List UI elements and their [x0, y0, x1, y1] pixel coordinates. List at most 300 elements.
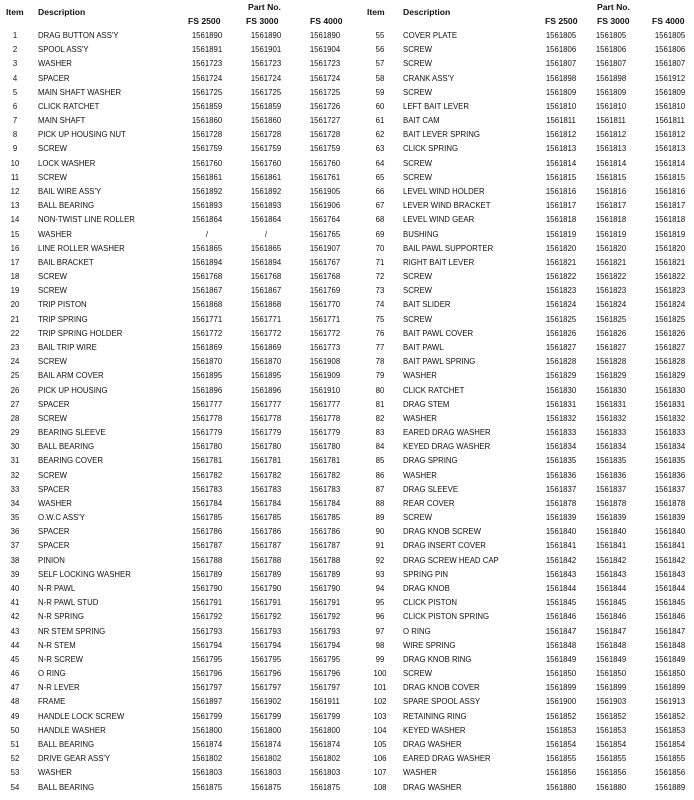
- part-no-fs3000: 1561849: [595, 654, 627, 664]
- part-description: DRAG WASHER: [403, 782, 462, 792]
- part-no-fs4000: 1561802: [309, 754, 341, 764]
- part-no-fs4000: 1561823: [654, 286, 686, 296]
- part-no-fs2500: 1561825: [545, 314, 577, 324]
- table-row: [0, 57, 347, 71]
- part-description: SPACER: [38, 541, 70, 551]
- item-number: 44: [10, 640, 20, 650]
- table-row: [347, 681, 694, 695]
- item-number: 52: [10, 754, 20, 764]
- part-no-fs3000: 1561780: [250, 442, 282, 452]
- table-row: [0, 313, 347, 327]
- part-description: N-R SCREW: [38, 654, 84, 664]
- part-no-fs2500: 1561900: [545, 697, 577, 707]
- item-number: 87: [375, 484, 385, 494]
- part-no-fs3000: 1561723: [250, 59, 282, 69]
- item-number: 107: [373, 768, 387, 778]
- item-number: 7: [12, 116, 18, 126]
- part-no-fs4000: 1561771: [309, 314, 341, 324]
- table-row: [0, 256, 347, 270]
- part-no-fs3000: 1561724: [250, 73, 282, 83]
- part-no-fs4000: 1561833: [654, 428, 686, 438]
- item-number: 95: [375, 598, 385, 608]
- item-number: 39: [10, 569, 20, 579]
- part-no-fs2500: 1561826: [545, 328, 577, 338]
- part-no-fs4000: 1561905: [309, 186, 341, 196]
- part-no-fs4000: 1561810: [654, 101, 686, 111]
- part-no-fs3000: 1561785: [250, 513, 282, 523]
- table-row: [0, 242, 347, 256]
- item-number: 11: [10, 172, 20, 182]
- part-no-fs3000: 1561787: [250, 541, 282, 551]
- item-number: 50: [10, 725, 20, 735]
- part-no-fs2500: 1561815: [545, 172, 577, 182]
- part-no-fs4000: 1561759: [309, 144, 341, 154]
- part-no-fs3000: 1561813: [595, 144, 627, 154]
- table-row: [0, 483, 347, 497]
- part-description: HANDLE LOCK SCREW: [38, 711, 125, 721]
- part-no-fs3000: 1561788: [250, 555, 282, 565]
- header-fs3000: FS 3000: [246, 16, 279, 26]
- part-no-fs2500: 1561832: [545, 413, 577, 423]
- part-no-fs3000: 1561880: [595, 782, 627, 792]
- part-description: FRAME: [38, 697, 66, 707]
- table-row: [347, 327, 694, 341]
- item-number: 85: [375, 456, 385, 466]
- table-row: [0, 710, 347, 724]
- part-no-fs2500: 1561895: [191, 371, 223, 381]
- part-no-fs3000: 1561728: [250, 130, 282, 140]
- part-description: BAIT CAM: [403, 116, 440, 126]
- part-no-fs3000: 1561789: [250, 569, 282, 579]
- part-no-fs3000: 1561843: [595, 569, 627, 579]
- item-number: 69: [375, 229, 385, 239]
- part-no-fs2500: 1561778: [191, 413, 223, 423]
- part-no-fs4000: 1561813: [654, 144, 686, 154]
- part-description: SCREW: [38, 144, 68, 154]
- part-no-fs2500: 1561846: [545, 612, 577, 622]
- item-number: 27: [10, 399, 20, 409]
- part-description: LEVEL WIND GEAR: [403, 215, 475, 225]
- part-no-fs3000: 1561783: [250, 484, 282, 494]
- part-no-fs2500: 1561809: [545, 87, 577, 97]
- item-number: 9: [12, 144, 18, 154]
- part-no-fs4000: 1561816: [654, 186, 686, 196]
- item-number: 100: [373, 669, 387, 679]
- part-no-fs2500: 1561786: [191, 527, 223, 537]
- item-number: 60: [375, 101, 385, 111]
- part-no-fs4000: 1561822: [654, 272, 686, 282]
- part-description: HANDLE WASHER: [38, 725, 106, 735]
- part-description: SCREW: [403, 45, 433, 55]
- item-number: 72: [375, 272, 385, 282]
- part-no-fs3000: 1561859: [250, 101, 282, 111]
- table-header-right: [347, 0, 694, 28]
- table-row: [347, 313, 694, 327]
- part-no-fs2500: 1561810: [545, 101, 577, 111]
- part-no-fs2500: 1561795: [191, 654, 223, 664]
- part-no-fs2500: 1561854: [545, 740, 577, 749]
- item-number: 13: [10, 201, 20, 211]
- table-row: [347, 412, 694, 426]
- table-row: [347, 213, 694, 227]
- part-no-fs2500: 1561759: [191, 144, 223, 154]
- part-no-fs4000: 1561824: [654, 300, 686, 310]
- part-description: BUSHING: [403, 229, 439, 239]
- part-description: SCREW: [38, 413, 68, 423]
- part-no-fs2500: 1561827: [545, 342, 577, 352]
- table-row: [0, 667, 347, 681]
- part-no-fs2500: 1561893: [191, 201, 223, 211]
- item-number: 67: [375, 201, 385, 211]
- part-no-fs4000: 1561788: [309, 555, 341, 565]
- item-number: 2: [12, 45, 18, 55]
- part-no-fs3000: 1561805: [595, 31, 627, 40]
- table-row: [347, 284, 694, 298]
- table-row: [0, 298, 347, 312]
- table-row: [347, 298, 694, 312]
- item-number: 57: [375, 59, 385, 69]
- part-no-fs2500: 1561855: [545, 754, 577, 764]
- table-row: [347, 525, 694, 539]
- part-no-fs4000: 1561850: [654, 669, 686, 679]
- table-row: [347, 426, 694, 440]
- part-no-fs2500: 1561844: [545, 584, 577, 594]
- item-number: 53: [10, 768, 20, 778]
- part-no-fs3000: 1561831: [595, 399, 627, 409]
- header-description: Description: [403, 7, 451, 17]
- part-no-fs2500: 1561783: [191, 484, 223, 494]
- part-description: RETAINING RING: [403, 711, 467, 721]
- part-no-fs2500: 1561816: [545, 186, 577, 196]
- part-no-fs3000: 1561814: [595, 158, 627, 168]
- part-no-fs2500: 1561835: [545, 456, 577, 466]
- part-no-fs2500: 1561864: [191, 215, 223, 225]
- item-number: 42: [10, 612, 20, 622]
- part-no-fs4000: 1561785: [309, 513, 341, 523]
- part-description: SCREW: [38, 172, 68, 182]
- part-no-fs4000: 1561786: [309, 527, 341, 537]
- table-row: [0, 653, 347, 667]
- part-no-fs2500: 1561797: [191, 683, 223, 693]
- item-number: 23: [10, 342, 20, 352]
- part-no-fs2500: 1561845: [545, 598, 577, 608]
- part-description: SCREW: [403, 513, 433, 523]
- table-row: [347, 752, 694, 766]
- parts-table-right: [347, 0, 694, 800]
- part-no-fs2500: 1561768: [191, 272, 223, 282]
- part-no-fs2500: /: [205, 229, 209, 239]
- part-no-fs4000: 1561818: [654, 215, 686, 225]
- part-description: DRAG KNOB COVER: [403, 683, 480, 693]
- table-row: [0, 582, 347, 596]
- part-description: SPACER: [38, 73, 70, 83]
- part-no-fs2500: 1561837: [545, 484, 577, 494]
- part-no-fs4000: 1561835: [654, 456, 686, 466]
- item-number: 12: [10, 186, 20, 196]
- item-number: 102: [373, 697, 387, 707]
- part-description: BAIL BRACKET: [38, 257, 94, 267]
- item-number: 30: [10, 442, 20, 452]
- part-no-fs2500: 1561831: [545, 399, 577, 409]
- part-no-fs2500: 1561892: [191, 186, 223, 196]
- part-description: BALL BEARING: [38, 740, 95, 749]
- item-number: 63: [375, 144, 385, 154]
- item-number: 31: [10, 456, 20, 466]
- part-description: N-R SPRING: [38, 612, 84, 622]
- part-description: BAIT SLIDER: [403, 300, 451, 310]
- table-row: [0, 228, 347, 242]
- part-no-fs2500: 1561803: [191, 768, 223, 778]
- item-number: 61: [375, 116, 385, 126]
- part-no-fs2500: 1561794: [191, 640, 223, 650]
- part-description: DRAG BUTTON ASS'Y: [38, 31, 119, 40]
- part-no-fs3000: 1561725: [250, 87, 282, 97]
- part-description: CLICK RATCHET: [38, 101, 100, 111]
- part-no-fs2500: 1561806: [545, 45, 577, 55]
- part-description: KEYED WASHER: [403, 725, 466, 735]
- part-no-fs3000: 1561867: [250, 286, 282, 296]
- part-no-fs3000: 1561796: [250, 669, 282, 679]
- table-row: [347, 29, 694, 43]
- part-description: MAIN SHAFT: [38, 116, 86, 126]
- part-description: SCREW: [38, 470, 68, 480]
- part-no-fs4000: 1561837: [654, 484, 686, 494]
- part-no-fs4000: 1561913: [654, 697, 686, 707]
- part-description: CLICK SPRING: [403, 144, 459, 154]
- part-no-fs4000: 1561806: [654, 45, 686, 55]
- part-no-fs2500: 1561772: [191, 328, 223, 338]
- part-no-fs2500: 1561834: [545, 442, 577, 452]
- part-no-fs2500: 1561784: [191, 498, 223, 508]
- table-row: [347, 469, 694, 483]
- part-no-fs3000: 1561819: [595, 229, 627, 239]
- table-row: [347, 766, 694, 780]
- item-number: 36: [10, 527, 20, 537]
- part-no-fs4000: 1561831: [654, 399, 686, 409]
- part-no-fs4000: 1561819: [654, 229, 686, 239]
- part-no-fs4000: 1561853: [654, 725, 686, 735]
- table-row: [347, 511, 694, 525]
- part-no-fs4000: 1561856: [654, 768, 686, 778]
- part-no-fs2500: 1561805: [545, 31, 577, 40]
- item-number: 33: [10, 484, 20, 494]
- item-number: 40: [10, 584, 20, 594]
- part-no-fs2500: 1561898: [545, 73, 577, 83]
- part-no-fs4000: 1561809: [654, 87, 686, 97]
- table-row: [347, 43, 694, 57]
- part-description: BALL BEARING: [38, 442, 95, 452]
- table-row: [0, 695, 347, 709]
- table-row: [347, 710, 694, 724]
- part-no-fs4000: 1561829: [654, 371, 686, 381]
- part-description: KEYED DRAG WASHER: [403, 442, 491, 452]
- table-row: [347, 185, 694, 199]
- item-number: 75: [375, 314, 385, 324]
- table-row: [0, 199, 347, 213]
- table-row: [347, 440, 694, 454]
- part-description: N-R LEVER: [38, 683, 80, 693]
- part-no-fs3000: 1561790: [250, 584, 282, 594]
- part-no-fs2500: 1561822: [545, 272, 577, 282]
- part-description: WASHER: [38, 59, 72, 69]
- item-number: 38: [10, 555, 20, 565]
- part-no-fs2500: 1561725: [191, 87, 223, 97]
- table-row: [0, 43, 347, 57]
- part-no-fs3000: 1561842: [595, 555, 627, 565]
- table-header-left: [0, 0, 347, 28]
- table-row: [0, 412, 347, 426]
- part-no-fs3000: 1561817: [595, 201, 627, 211]
- part-no-fs2500: 1561781: [191, 456, 223, 466]
- part-no-fs2500: 1561793: [191, 626, 223, 636]
- part-no-fs4000: 1561890: [309, 31, 341, 40]
- part-no-fs2500: 1561817: [545, 201, 577, 211]
- part-no-fs3000: 1561772: [250, 328, 282, 338]
- part-no-fs4000: 1561799: [309, 711, 341, 721]
- part-no-fs2500: 1561870: [191, 357, 223, 367]
- part-no-fs3000: 1561815: [595, 172, 627, 182]
- part-no-fs4000: 1561910: [309, 385, 341, 395]
- item-number: 24: [10, 357, 20, 367]
- item-number: 26: [10, 385, 20, 395]
- part-no-fs2500: 1561823: [545, 286, 577, 296]
- part-no-fs4000: 1561912: [654, 73, 686, 83]
- table-row: [0, 171, 347, 185]
- table-row: [0, 724, 347, 738]
- header-item: Item: [367, 7, 385, 17]
- table-row: [347, 738, 694, 752]
- item-number: 21: [10, 314, 20, 324]
- part-no-fs4000: 1561828: [654, 357, 686, 367]
- item-number: 43: [10, 626, 20, 636]
- part-no-fs4000: 1561843: [654, 569, 686, 579]
- part-description: SCREW: [38, 272, 68, 282]
- part-description: BAIL TRIP WIRE: [38, 342, 97, 352]
- part-description: BALL BEARING: [38, 782, 95, 792]
- part-no-fs3000: 1561896: [250, 385, 282, 395]
- part-description: N-R PAWL STUD: [38, 598, 99, 608]
- part-no-fs3000: 1561786: [250, 527, 282, 537]
- part-no-fs3000: 1561778: [250, 413, 282, 423]
- part-no-fs2500: 1561789: [191, 569, 223, 579]
- part-no-fs3000: 1561799: [250, 711, 282, 721]
- part-no-fs2500: 1561852: [545, 711, 577, 721]
- part-no-fs2500: 1561790: [191, 584, 223, 594]
- part-no-fs4000: 1561826: [654, 328, 686, 338]
- table-row: [0, 454, 347, 468]
- part-no-fs2500: 1561821: [545, 257, 577, 267]
- table-row: [347, 398, 694, 412]
- part-no-fs3000: 1561836: [595, 470, 627, 480]
- table-row: [347, 369, 694, 383]
- item-number: 65: [375, 172, 385, 182]
- table-row: [0, 86, 347, 100]
- item-number: 66: [375, 186, 385, 196]
- part-no-fs4000: 1561778: [309, 413, 341, 423]
- part-no-fs2500: 1561812: [545, 130, 577, 140]
- table-row: [0, 384, 347, 398]
- part-no-fs3000: 1561850: [595, 669, 627, 679]
- part-description: CRANK ASS'Y: [403, 73, 455, 83]
- part-no-fs4000: 1561792: [309, 612, 341, 622]
- table-row: [347, 483, 694, 497]
- table-row: [0, 440, 347, 454]
- part-description: SCREW: [38, 286, 68, 296]
- part-no-fs3000: 1561869: [250, 342, 282, 352]
- part-no-fs3000: 1561794: [250, 640, 282, 650]
- part-no-fs3000: 1561864: [250, 215, 282, 225]
- part-description: NR STEM SPRING: [38, 626, 106, 636]
- part-no-fs2500: 1561843: [545, 569, 577, 579]
- part-no-fs2500: 1561880: [545, 782, 577, 792]
- part-no-fs4000: 1561874: [309, 740, 341, 749]
- part-no-fs2500: 1561771: [191, 314, 223, 324]
- part-no-fs3000: 1561830: [595, 385, 627, 395]
- part-description: BAIL WIRE ASS'Y: [38, 186, 102, 196]
- part-description: SCREW: [403, 286, 433, 296]
- part-description: RIGHT BAIT LEVER: [403, 257, 475, 267]
- part-no-fs4000: 1561767: [309, 257, 341, 267]
- item-number: 73: [375, 286, 385, 296]
- item-number: 83: [375, 428, 385, 438]
- part-no-fs3000: 1561901: [250, 45, 282, 55]
- part-description: NON-TWIST LINE ROLLER: [38, 215, 135, 225]
- part-no-fs4000: 1561777: [309, 399, 341, 409]
- part-no-fs4000: 1561795: [309, 654, 341, 664]
- part-description: O.W.C ASS'Y: [38, 513, 85, 523]
- part-no-fs4000: 1561889: [654, 782, 686, 792]
- part-no-fs2500: 1561819: [545, 229, 577, 239]
- table-row: [347, 667, 694, 681]
- item-number: 20: [10, 300, 20, 310]
- item-number: 96: [375, 612, 385, 622]
- part-no-fs2500: 1561842: [545, 555, 577, 565]
- part-no-fs3000: 1561870: [250, 357, 282, 367]
- part-description: EARED DRAG WASHER: [403, 754, 491, 764]
- item-number: 55: [375, 31, 385, 40]
- table-row: [0, 596, 347, 610]
- part-no-fs4000: 1561725: [309, 87, 341, 97]
- item-number: 105: [373, 740, 387, 749]
- item-number: 78: [375, 357, 385, 367]
- part-no-fs4000: 1561842: [654, 555, 686, 565]
- part-description: DRAG KNOB: [403, 584, 450, 594]
- part-no-fs2500: 1561792: [191, 612, 223, 622]
- part-description: WASHER: [38, 768, 72, 778]
- table-row: [347, 724, 694, 738]
- item-number: 28: [10, 413, 20, 423]
- table-row: [347, 86, 694, 100]
- item-number: 86: [375, 470, 385, 480]
- part-no-fs4000: 1561844: [654, 584, 686, 594]
- item-number: 10: [10, 158, 20, 168]
- part-no-fs4000: 1561761: [309, 172, 341, 182]
- part-no-fs4000: 1561773: [309, 342, 341, 352]
- table-row: [0, 29, 347, 43]
- part-no-fs3000: 1561781: [250, 456, 282, 466]
- part-no-fs3000: 1561841: [595, 541, 627, 551]
- part-no-fs2500: 1561899: [545, 683, 577, 693]
- item-number: 54: [10, 782, 20, 792]
- item-number: 25: [10, 371, 20, 381]
- part-no-fs4000: 1561847: [654, 626, 686, 636]
- table-row: [347, 625, 694, 639]
- table-row: [347, 582, 694, 596]
- item-number: 56: [375, 45, 385, 55]
- part-no-fs2500: 1561833: [545, 428, 577, 438]
- part-no-fs2500: 1561840: [545, 527, 577, 537]
- item-number: 88: [375, 498, 385, 508]
